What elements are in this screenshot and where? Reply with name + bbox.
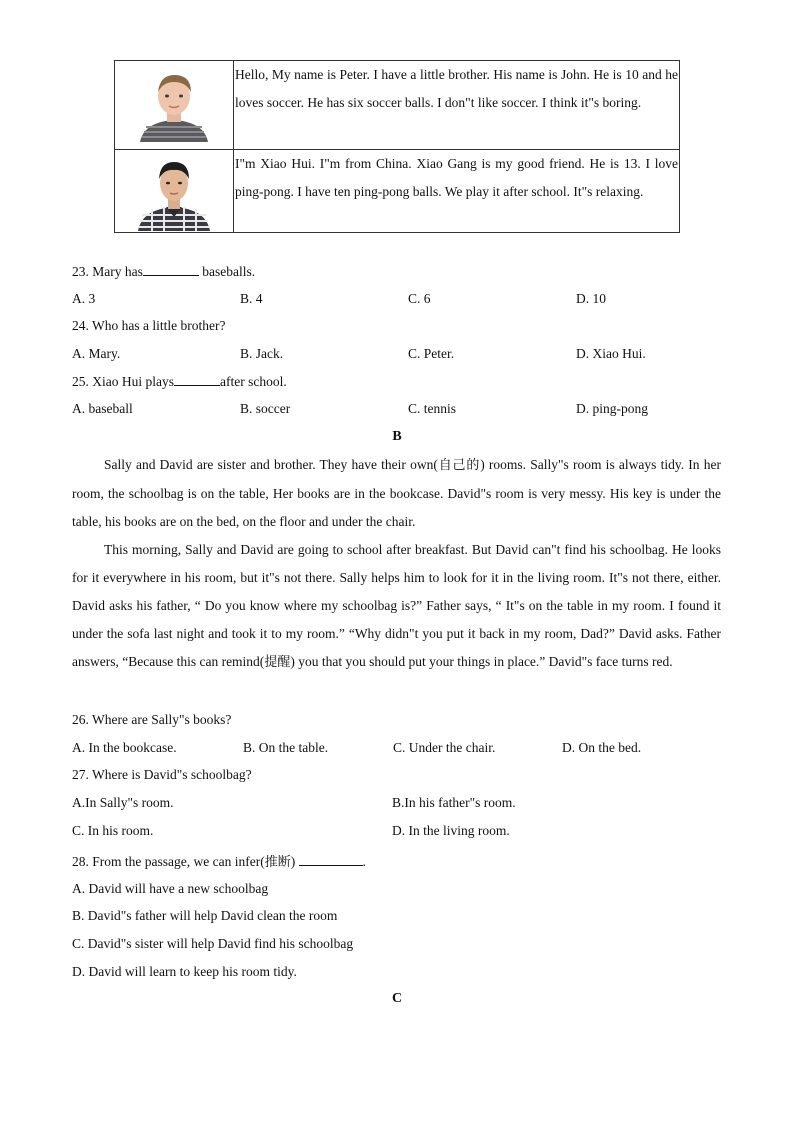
option-d[interactable]: D. 10: [576, 291, 606, 306]
chinese-gloss: 推断: [264, 855, 291, 870]
question-25: [72, 373, 287, 390]
option-d[interactable]: D. ping-pong: [576, 401, 648, 416]
answer-blank[interactable]: [143, 263, 199, 276]
option-a[interactable]: A. baseball: [72, 401, 133, 416]
photo-cell: [115, 61, 234, 150]
profile-row-peter: [115, 61, 680, 150]
chinese-gloss: 提醒: [264, 655, 291, 670]
option-d[interactable]: D. On the bed.: [562, 740, 642, 755]
chinese-gloss: 自己的: [437, 458, 481, 473]
profile-text-xiao-hui: I"m Xiao Hui. I"m from China. Xiao Gang is my good friend. He is 13. I love ping-pong. I have ten ping-pong balls. We play it after school. It"s relaxing.: [234, 150, 680, 233]
question-stem: 23. Mary has: [72, 264, 143, 279]
section-heading-b: B: [392, 429, 402, 444]
option-b[interactable]: B. soccer: [240, 401, 291, 416]
question-stem: 25. Xiao Hui plays: [72, 374, 174, 389]
question-24: 24. Who has a little brother?: [72, 318, 226, 333]
question-27: 27. Where is David"s schoolbag?: [72, 767, 252, 782]
profile-row-xiao-hui: [115, 150, 680, 233]
option-c[interactable]: C. David"s sister will help David find his schoolbag: [72, 936, 354, 951]
option-c[interactable]: C. tennis: [408, 401, 457, 416]
passage-text: ) you that you should put your things in place.” David"s face turns red.: [290, 654, 673, 669]
option-a[interactable]: A. David will have a new schoolbag: [72, 881, 269, 896]
answer-blank[interactable]: [174, 373, 220, 386]
photo-cell: [115, 150, 234, 233]
question-28: 28. From the passage, we can infer(推断) .: [72, 854, 366, 870]
option-d[interactable]: D. Xiao Hui.: [576, 346, 646, 361]
question-stem: after school.: [220, 374, 287, 389]
option-a[interactable]: A. Mary.: [72, 346, 121, 361]
passage-text: Sally and David are sister and brother. They have their own(: [104, 457, 438, 472]
passage-b-paragraph-2: [72, 536, 721, 677]
option-b[interactable]: B. On the table.: [243, 740, 329, 755]
option-d[interactable]: D. In the living room.: [392, 823, 510, 838]
profile-text-peter: Hello, My name is Peter. I have a little brother. His name is John. He is 10 and he loves soccer. He has six soccer balls. I don"t like soccer. I think it"s boring.: [234, 61, 680, 150]
profiles-table: [114, 60, 680, 233]
option-a[interactable]: A. In the bookcase.: [72, 740, 177, 755]
option-c[interactable]: C. Under the chair.: [393, 740, 496, 755]
option-c[interactable]: C. Peter.: [408, 346, 455, 361]
passage-text: This morning, Sally and David are going to school after breakfast. But David can"t find his schoolbag. He looks for it everywhere in his room, but it"s not there. Sally helps him to look for it in the living room. It"s not there, either. David asks his father, “ Do you know where my schoolbag is?” Father says, “ It"s on the table in my room. I found it under the sofa last night and took it to my room.” “Why didn"t you put it back in my room, Dad?” David asks. Father answers, “Because this can remind(: [72, 542, 721, 669]
option-a[interactable]: A. 3: [72, 291, 96, 306]
passage-text: ) rooms. Sally"s room is always tidy. In her room, the schoolbag is on the table, Her books are in the bookcase. David"s room is very messy. His key is under the table, his books are on the bed, on the floor and under the chair.: [72, 457, 721, 529]
question-stem: baseballs.: [198, 264, 256, 279]
option-c[interactable]: C. In his room.: [72, 823, 154, 838]
option-b[interactable]: B. David"s father will help David clean the room: [72, 908, 338, 923]
passage-b-paragraph-1: [72, 451, 721, 536]
option-d[interactable]: D. David will learn to keep his room tidy.: [72, 964, 297, 979]
option-c[interactable]: C. 6: [408, 291, 431, 306]
boy-portrait-icon: [136, 66, 212, 142]
answer-blank[interactable]: [299, 853, 363, 866]
option-b[interactable]: B. Jack.: [240, 346, 284, 361]
question-26: 26. Where are Sally"s books?: [72, 712, 232, 727]
question-stem: 28. From the passage, we can infer(: [72, 854, 265, 869]
teen-portrait-icon: [136, 155, 212, 231]
option-b[interactable]: B.In his father"s room.: [392, 795, 516, 810]
question-stem: ): [290, 854, 299, 869]
option-a[interactable]: A.In Sally"s room.: [72, 795, 174, 810]
option-b[interactable]: B. 4: [240, 291, 263, 306]
question-23: [72, 263, 255, 280]
section-heading-c: C: [391, 991, 403, 1006]
